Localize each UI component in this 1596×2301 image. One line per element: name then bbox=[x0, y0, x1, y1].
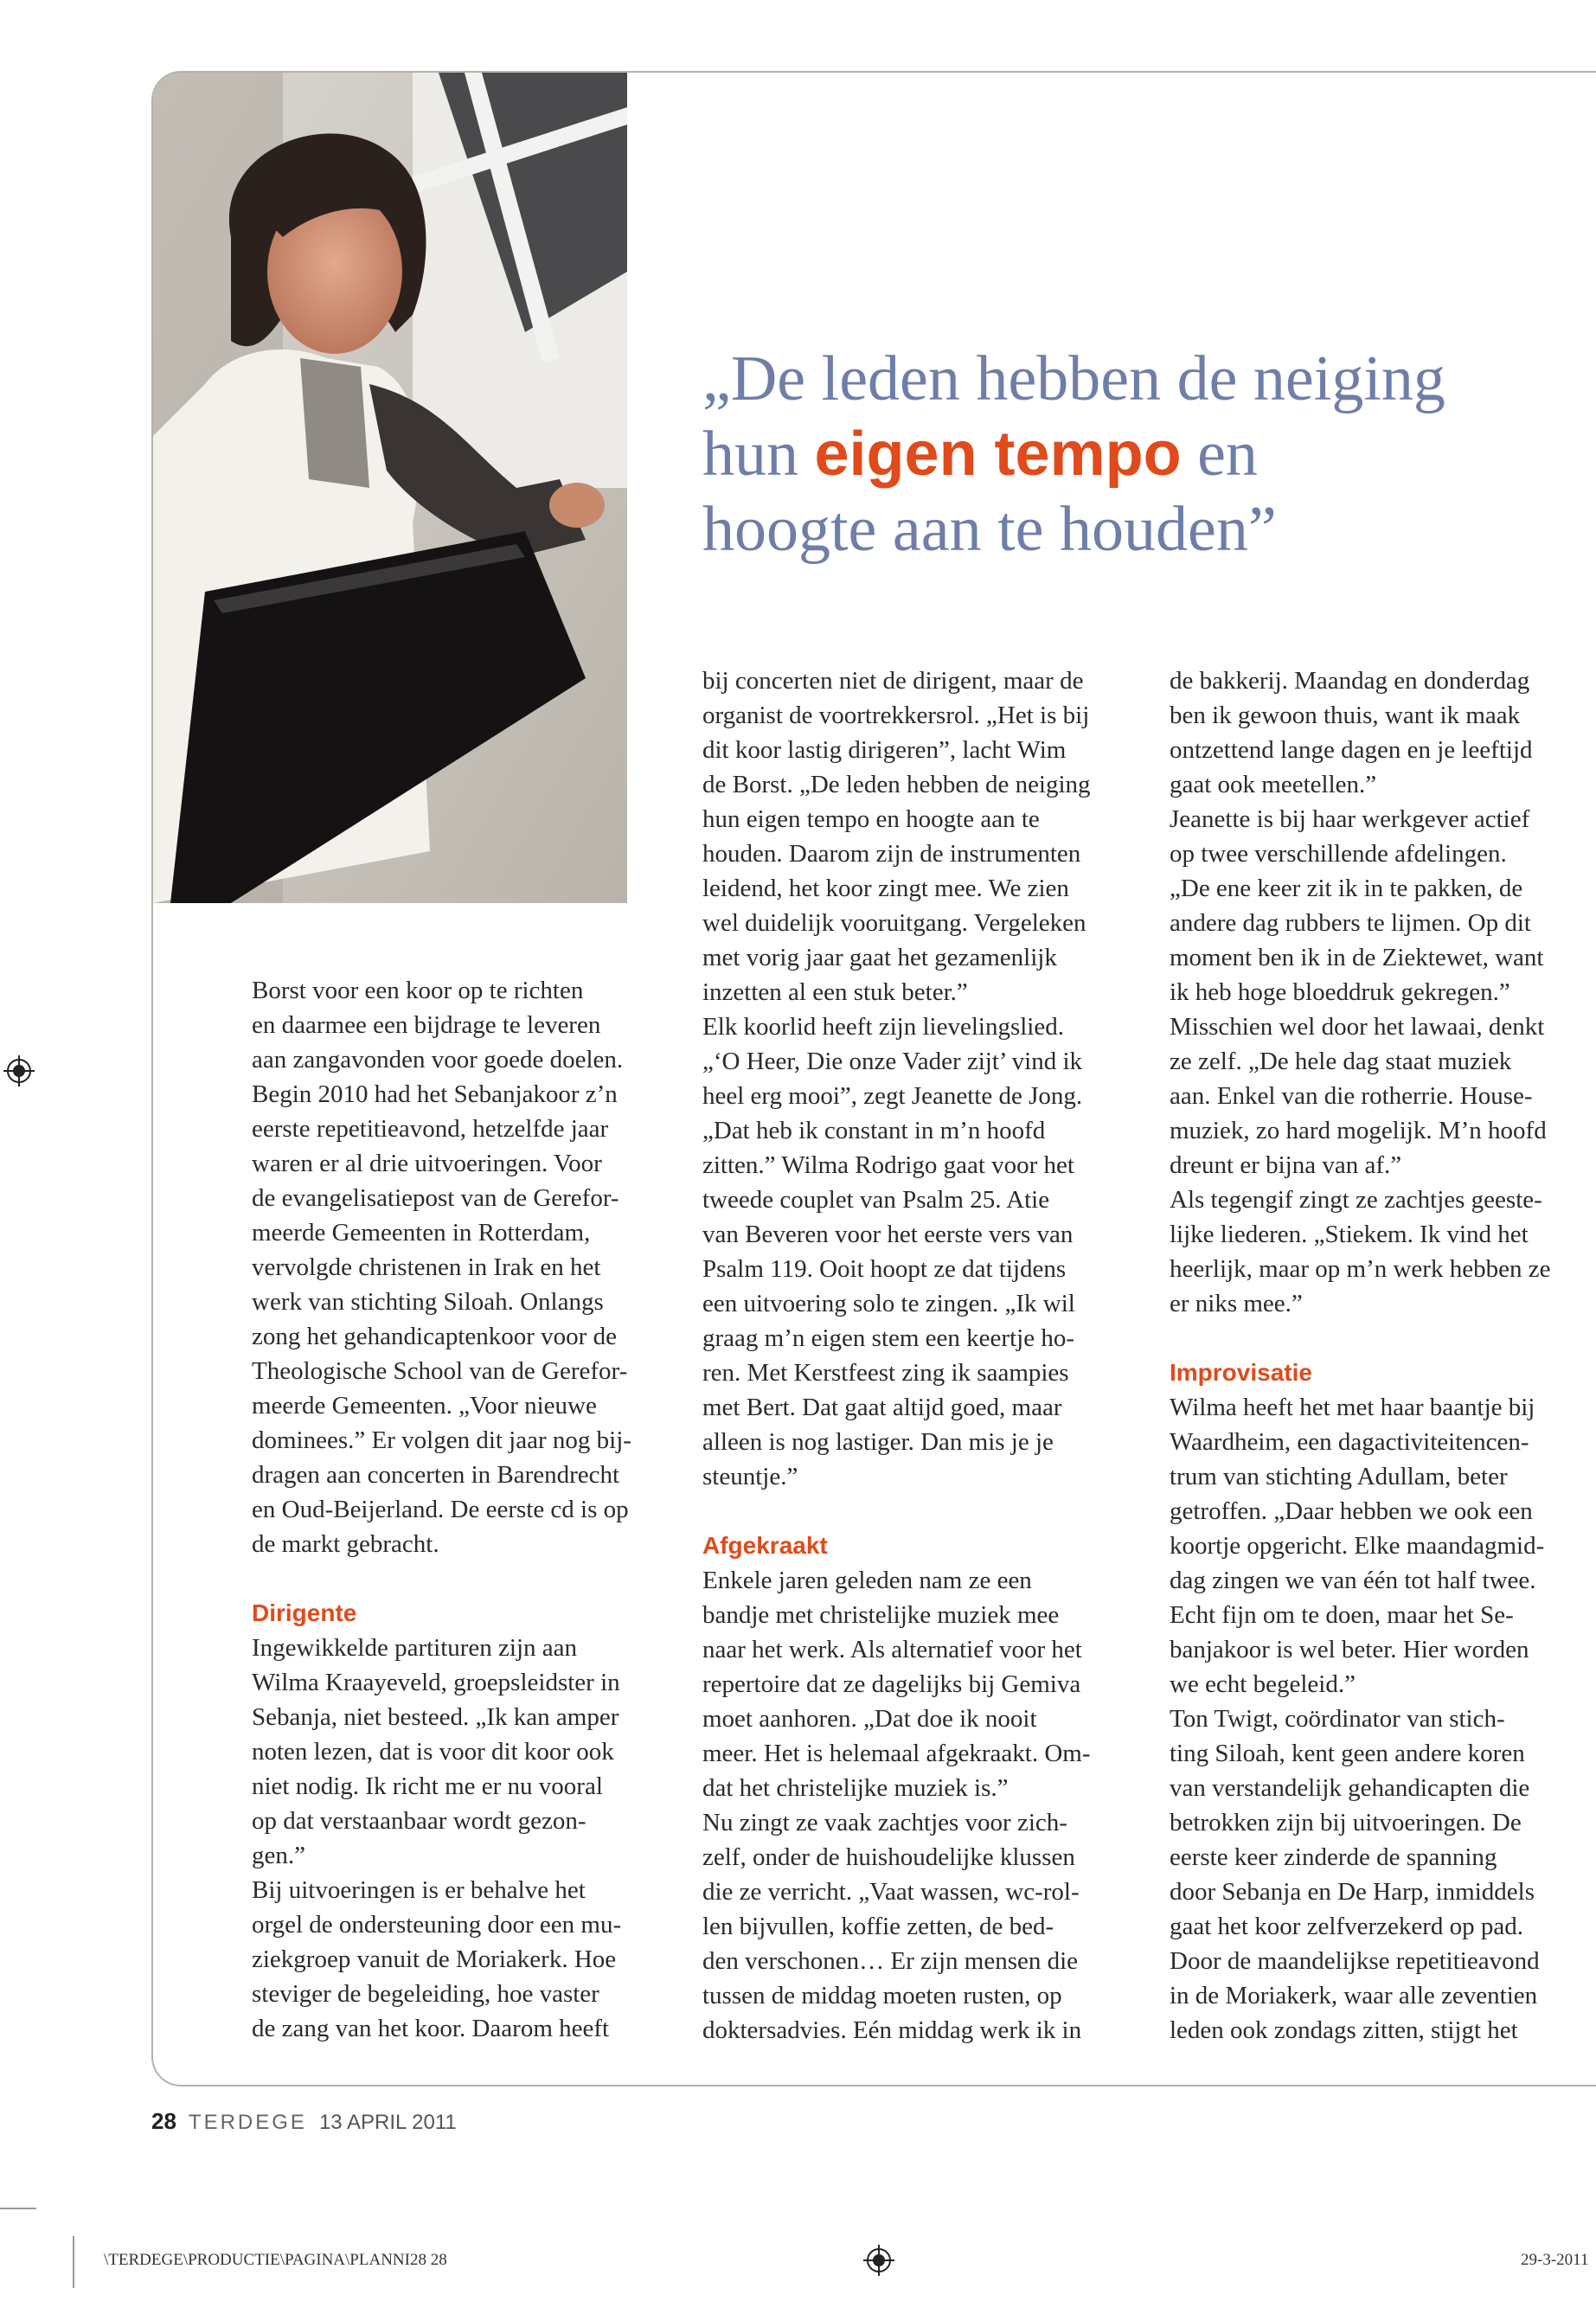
crop-mark bbox=[0, 2208, 36, 2209]
subheading-afgekraakt: Afgekraakt bbox=[702, 1532, 828, 1559]
issue-date: 13 APRIL 2011 bbox=[318, 2111, 457, 2134]
magazine-name: TERDEGE bbox=[188, 2111, 307, 2134]
article-column-2 bbox=[702, 663, 1135, 2048]
crop-mark bbox=[73, 2236, 74, 2288]
column-2-paragraph-1: bij concerten niet de dirigent, maar de organist de voortrekkersrol. „Het is bij dit koor lastig dirigeren”, lacht Wim de Borst. „De leden hebben de neiging hun eigen tempo en hoogte aan te houden. Daarom zijn de instrumenten leidend, het koor zingt mee. We zien wel duidelijk vooruitgang. Vergeleken met vorig jaar gaat het gezamenlijk inzetten al een stuk beter.” Elk koorlid heeft zijn lievelingslied. „‘O Heer, Die onze Vader zijt’ vind ik heel erg mooi”, zegt Jeanette de Jong. „Dat heb ik constant in m’n hoofd zitten.” Wilma Rodrigo gaat voor het tweede couplet van Psalm 25. Atie van Beveren voor het eerste vers van Psalm 119. Ooit hoopt ze dat tijdens een uitvoering solo te zingen. „Ik wil graag m’n eigen stem een keertje ho- ren. Met Kerstfeest zing ik saampies met Bert. Dat gaat altijd goed, maar alleen is nog lastiger. Dan mis je je steuntje.” bbox=[702, 667, 1091, 1490]
registration-mark-icon bbox=[3, 1055, 35, 1086]
column-2-paragraph-2: Enkele jaren geleden nam ze een bandje met christelijke muziek mee naar het werk. Als alternatief voor het repertoire dat ze dagelijks bij Gemiva moet aanhoren. „Dat doe ik nooit meer. Het is helemaal afgekraakt. Om- dat het christelijke muziek is.” Nu zingt ze vaak zachtjes voor zich- zelf, onder de huishoudelijke klussen die ze verricht. „Vaat wassen, wc-rol- len bijvullen, koffie zetten, de bed- den verschonen… Er zijn mensen die tussen de middag moeten rusten, op doktersadvies. Eén middag werk ik in bbox=[702, 1567, 1091, 2044]
column-3-paragraph-2: Wilma heeft het met haar baantje bij Waardheim, een dagactiviteitencen- trum van stichting Adullam, beter getroffen. „Daar hebben we ook een koortje opgericht. Elke maandagmid- dag zingen we van één tot half twee. Echt fijn om te doen, maar het Se- banjakoor is wel beter. Hier worden we echt begeleid.” Ton Twigt, coördinator van stich- ting Siloah, kent geen andere koren van verstandelijk gehandicapten die betrokken zijn bij uitvoeringen. De eerste keer zinderde de spanning door Sebanja en De Harp, inmiddels gaat het koor zelfverzekerd op pad. Door de maandelijkse repetitieavond in de Moriakerk, waar alle zeventien leden ook zondags zitten, stijgt het bbox=[1170, 1394, 1545, 2044]
subheading-improvisatie: Improvisatie bbox=[1170, 1359, 1312, 1386]
print-slug-date: 29-3-2011 bbox=[1521, 2251, 1589, 2269]
page-footer bbox=[151, 2108, 457, 2135]
pull-quote bbox=[702, 342, 1567, 567]
article-column-1 bbox=[252, 973, 684, 2046]
conductor-photo bbox=[153, 73, 627, 903]
pull-quote-line-3: hoogte aan te houden” bbox=[702, 494, 1277, 565]
column-3-paragraph-1: de bakkerij. Maandag en donderdag ben ik gewoon thuis, want ik maak ontzettend lange dagen en je leeftijd gaat ook meetellen.” Jeanette is bij haar werkgever actief op twee verschillende afdelingen. „De ene keer zit ik in te pakken, de andere dag rubbers te lijmen. Op dit moment ben ik in de Ziektewet, want ik heb hoge bloeddruk gekregen.” Misschien wel door het lawaai, denkt ze zelf. „De hele dag staat muziek aan. Enkel van die rotherrie. House- muziek, zo hard mogelijk. M’n hoofd dreunt er bijna van af.” Als tegengif zingt ze zachtjes geeste- lijke liederen. „Stiekem. Ik vind het heerlijk, maar op m’n werk hebben ze er niks mee.” bbox=[1170, 667, 1551, 1317]
column-1-paragraph-2: Ingewikkelde partituren zijn aan Wilma Kraayeveld, groepsleidster in Sebanja, niet besteed. „Ik kan amper noten lezen, dat is voor dit koor ook niet nodig. Ik richt me er nu vooral op dat verstaanbaar wordt gezon- gen.” Bij uitvoeringen is er behalve het orgel de ondersteuning door een mu- ziekgroep vanuit de Moriakerk. Hoe steviger de begeleiding, hoe vaster de zang van het koor. Daarom heeft bbox=[252, 1634, 622, 2042]
pull-quote-line-2-end: en bbox=[1181, 419, 1258, 490]
subheading-dirigente: Dirigente bbox=[252, 1599, 357, 1626]
column-1-paragraph-1: Borst voor een koor op te richten en daarmee een bijdrage te leveren aan zangavonden voor goede doelen. Begin 2010 had het Sebanjakoor z’n eerste repetitieavond, hetzelfde jaar waren er al drie uitvoeringen. Voor de evangelisatiepost van de Gerefor- meerde Gemeenten in Rotterdam, vervolgde christenen in Irak en het werk van stichting Siloah. Onlangs zong het gehandicaptenkoor voor de Theologische School van de Gerefor- meerde Gemeenten. „Voor nieuwe dominees.” Er volgen dit jaar nog bij- dragen aan concerten in Barendrecht en Oud-Beijerland. De eerste cd is op de markt gebracht. bbox=[252, 977, 631, 1558]
page-number: 28 bbox=[151, 2108, 176, 2134]
pull-quote-line-1: „De leden hebben de neiging bbox=[702, 343, 1445, 414]
registration-mark-icon bbox=[863, 2245, 894, 2276]
print-slug-path: \TERDEGE\PRODUCTIE\PAGINA\PLANNI28 28 bbox=[104, 2251, 447, 2269]
pull-quote-line-2-start: hun bbox=[702, 419, 815, 490]
pull-quote-highlight: eigen tempo bbox=[814, 420, 1182, 489]
article-column-3 bbox=[1170, 663, 1596, 2048]
